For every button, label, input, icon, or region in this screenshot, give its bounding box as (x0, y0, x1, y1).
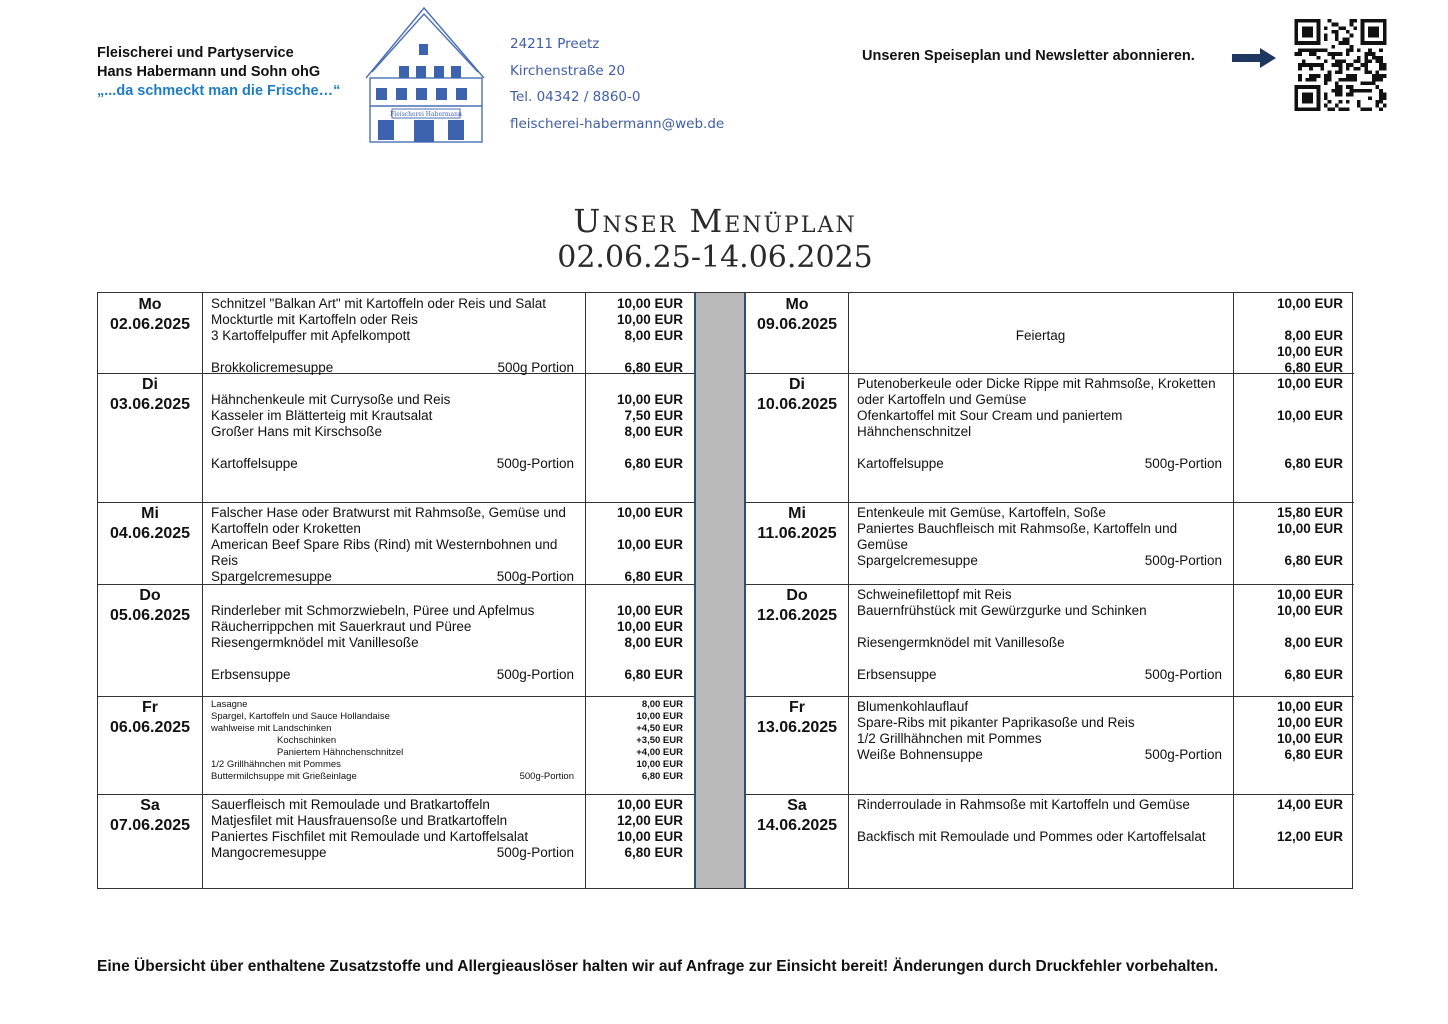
price: 8,00 EUR (1284, 635, 1343, 650)
day-do-12.06.2025 (746, 586, 848, 626)
dish-text: Putenoberkeule oder Dicke Rippe mit Rahmsoße, Kroketten (857, 376, 1216, 391)
day-date: 13.06.2025 (756, 719, 838, 736)
dish-text: Entenkeule mit Gemüse, Kartoffeln, Soße (857, 505, 1106, 520)
price: 10,00 EUR (1276, 296, 1343, 311)
dish-text: Hähnchenkeule mit Currysoße und Reis (211, 392, 451, 407)
price: +3,50 EUR (636, 735, 683, 746)
dish-text: Reis (211, 553, 239, 568)
price: +4,00 EUR (636, 747, 683, 758)
dish-text: Schweinefilettopf mit Reis (857, 587, 1012, 602)
price: 10,00 EUR (1276, 521, 1343, 536)
day-name: Di (789, 376, 805, 393)
dish-text: Ofenkartoffel mit Sour Cream und paniertem (857, 408, 1123, 423)
price: 12,00 EUR (1276, 829, 1343, 844)
dish-text: 3 Kartoffelpuffer mit Apfelkompott (211, 328, 411, 343)
slogan: „...da schmeckt man die Frische…“ (97, 83, 341, 99)
dish-text: Räucherrippchen mit Sauerkraut und Püree (211, 619, 472, 634)
price: 10,00 EUR (616, 603, 683, 618)
company-owner: Hans Habermann und Sohn ohG (97, 64, 321, 80)
day-date: 04.06.2025 (109, 525, 191, 542)
price: 8,00 EUR (624, 328, 683, 343)
dish-text: Rinderleber mit Schmorzwiebeln, Püree und Apfelmus (211, 603, 535, 618)
dish-text: Weiße Bohnensuppe (857, 747, 983, 762)
portion-size: 500g-Portion (496, 845, 574, 860)
portion-size: 500g-Portion (496, 667, 574, 682)
dish-text: Kasseler im Blätterteig mit Krautsalat (211, 408, 433, 423)
dish-text: Erbsensuppe (857, 667, 937, 682)
day-mi-11.06.2025 (746, 504, 848, 544)
address-street: Kirchenstraße 20 (510, 62, 626, 79)
dish-text: Blumenkohlauflauf (857, 699, 969, 714)
price: 6,80 EUR (624, 845, 683, 860)
dish-text: Spargelcremesuppe (857, 553, 978, 568)
price: 6,80 EUR (624, 360, 683, 375)
price: +4,50 EUR (636, 723, 683, 734)
day-do-05.06.2025 (98, 586, 202, 626)
day-date: 06.06.2025 (109, 719, 191, 736)
price: 10,00 EUR (1276, 731, 1343, 746)
day-date: 12.06.2025 (756, 607, 838, 624)
price: 10,00 EUR (616, 505, 683, 520)
day-date: 09.06.2025 (756, 316, 838, 333)
price: 8,00 EUR (1284, 328, 1343, 343)
dish-text: Mockturtle mit Kartoffeln oder Reis (211, 312, 418, 327)
dish-text: Gemüse (857, 537, 909, 552)
portion-size: 500g-Portion (1144, 747, 1222, 762)
portion-size: 500g-Portion (1144, 667, 1222, 682)
day-name: Do (139, 587, 161, 604)
dish-text: Riesengermknödel mit Vanillesoße (857, 635, 1065, 650)
price: 10,00 EUR (616, 537, 683, 552)
dish-text: Kartoffelsuppe (211, 456, 298, 471)
dish-text: Erbsensuppe (211, 667, 291, 682)
address-phone: Tel. 04342 / 8860-0 (510, 89, 641, 105)
dish-text: Kochschinken (277, 735, 337, 746)
day-name: Di (142, 376, 158, 393)
house-sign: Fleischerei Habermann (390, 111, 462, 118)
day-mi-04.06.2025 (98, 504, 202, 544)
day-fr-13.06.2025 (746, 698, 848, 738)
dish-text: Backfisch mit Remoulade und Pommes oder Kartoffelsalat (857, 829, 1206, 844)
day-name: Do (786, 587, 808, 604)
day-di-10.06.2025 (746, 375, 848, 415)
day-sa-07.06.2025 (98, 796, 202, 836)
day-date: 11.06.2025 (757, 525, 837, 542)
day-name: Fr (789, 699, 805, 716)
address-block (510, 31, 724, 137)
price: 10,00 EUR (1276, 587, 1343, 602)
dish-text: Paniertes Bauchfleisch mit Rahmsoße, Kartoffeln und (857, 521, 1178, 536)
price: 6,80 EUR (624, 667, 683, 682)
dish-text: Paniertes Fischfilet mit Remoulade und Kartoffelsalat (211, 829, 529, 844)
price: 6,80 EUR (1284, 456, 1343, 471)
menu-table (97, 292, 1353, 889)
dish-text: Großer Hans mit Kirschsoße (211, 424, 383, 439)
dish-text: Hähnchenschnitzel (857, 424, 972, 439)
price: 10,00 EUR (1276, 376, 1343, 391)
price: 10,00 EUR (616, 312, 683, 327)
dish-text: Spare-Ribs mit pikanter Paprikasoße und Reis (857, 715, 1135, 730)
day-date: 10.06.2025 (756, 396, 838, 413)
day-di-03.06.2025 (98, 375, 202, 415)
portion-size: 500g-Portion (496, 569, 574, 584)
day-date: 02.06.2025 (109, 316, 191, 333)
newsletter-text: Unseren Speiseplan und Newsletter abonnieren. (862, 48, 1195, 64)
dish-text: wahlweise mit Landschinken (211, 723, 332, 734)
price: 10,00 EUR (1276, 344, 1343, 359)
dish-text: 1/2 Grillhähnchen mit Pommes (857, 731, 1042, 746)
day-name: Mo (138, 296, 162, 313)
dish-text: 1/2 Grillhähnchen mit Pommes (211, 759, 341, 770)
price: 10,00 EUR (616, 619, 683, 634)
price: 6,80 EUR (1284, 553, 1343, 568)
dish-text: Falscher Hase oder Bratwurst mit Rahmsoße, Gemüse und (211, 505, 566, 520)
menu-title: Unser Menüplan (573, 202, 857, 240)
arrow-right-icon (1232, 48, 1276, 68)
price: 10,00 EUR (1276, 603, 1343, 618)
dish-text: Riesengermknödel mit Vanillesoße (211, 635, 419, 650)
dish-text: Kartoffelsuppe (857, 456, 944, 471)
company-name: Fleischerei und Partyservice (97, 45, 294, 61)
day-name: Fr (142, 699, 158, 716)
day-date: 05.06.2025 (109, 607, 191, 624)
price: 8,00 EUR (624, 635, 683, 650)
day-name: Mi (788, 505, 806, 522)
day-name: Sa (140, 797, 160, 814)
address-email[interactable]: fleischerei-habermann@web.de (510, 115, 725, 132)
menu-date-range: 02.06.25-14.06.2025 (557, 240, 873, 275)
company-block (97, 44, 340, 101)
portion-size: 500g-Portion (1144, 553, 1222, 568)
day-date: 07.06.2025 (109, 817, 191, 834)
day-name: Sa (787, 797, 807, 814)
portion-size: 500g Portion (497, 360, 574, 375)
portion-size: 500g-Portion (496, 456, 574, 471)
price: 10,00 EUR (616, 829, 683, 844)
portion-size: 500g-Portion (1144, 456, 1222, 471)
footer-note: Eine Übersicht über enthaltene Zusatzstoffe und Allergieauslöser halten wir auf Anfrage zur Einsicht bereit! Änderungen durch Druckfehler vorbehalten. (97, 958, 1219, 975)
price: 6,80 EUR (1284, 360, 1343, 375)
day-name: Mi (141, 505, 159, 522)
day-sa-14.06.2025 (746, 796, 848, 836)
price: 10,00 EUR (1276, 715, 1343, 730)
dish-text: Paniertem Hähnchenschnitzel (277, 747, 404, 758)
dish-text: Kartoffeln oder Kroketten (211, 521, 361, 536)
dish-text: Sauerfleisch mit Remoulade und Bratkartoffeln (211, 797, 490, 812)
dish-text: Mangocremesuppe (211, 845, 327, 860)
price: 8,00 EUR (641, 699, 683, 710)
dish-text: Rinderroulade in Rahmsoße mit Kartoffeln und Gemüse (857, 797, 1190, 812)
column-divider (694, 293, 746, 888)
dish-text: Feiertag (1015, 328, 1066, 343)
price: 6,80 EUR (1284, 667, 1343, 682)
day-mo-09.06.2025 (746, 295, 848, 335)
day-fr-06.06.2025 (98, 698, 202, 738)
dish-text: Brokkolicremesuppe (211, 360, 334, 375)
day-name: Mo (785, 296, 809, 313)
price: 6,80 EUR (624, 569, 683, 584)
dish-text: Spargel, Kartoffeln und Sauce Hollandaise (211, 711, 390, 722)
price: 12,00 EUR (616, 813, 683, 828)
price: 15,80 EUR (1276, 505, 1343, 520)
price: 10,00 EUR (1276, 699, 1343, 714)
dish-text: Bauernfrühstück mit Gewürzgurke und Schinken (857, 603, 1147, 618)
dish-text: Matjesfilet mit Hausfrauensoße und Bratkartoffeln (211, 813, 508, 828)
price: 6,80 EUR (1284, 747, 1343, 762)
price: 7,50 EUR (624, 408, 683, 423)
price: 14,00 EUR (1276, 797, 1343, 812)
day-date: 14.06.2025 (756, 817, 838, 834)
address-city: 24211 Preetz (510, 36, 600, 52)
qr-code-icon[interactable] (1293, 19, 1388, 111)
price: 8,00 EUR (624, 424, 683, 439)
house-logo (364, 6, 489, 146)
dish-text: Buttermilchsuppe mit Grießeinlage (211, 771, 357, 782)
price: 6,80 EUR (641, 771, 683, 782)
dish-text: Lasagne (211, 699, 248, 710)
price: 10,00 EUR (616, 296, 683, 311)
price: 10,00 EUR (636, 711, 683, 722)
price: 10,00 EUR (616, 392, 683, 407)
dish-text: Spargelcremesuppe (211, 569, 332, 584)
day-mo-02.06.2025 (98, 295, 202, 335)
day-date: 03.06.2025 (109, 396, 191, 413)
dish-text: American Beef Spare Ribs (Rind) mit Westernbohnen und (211, 537, 558, 552)
price: 10,00 EUR (1276, 408, 1343, 423)
price: 10,00 EUR (616, 797, 683, 812)
portion-size: 500g-Portion (519, 771, 574, 782)
dish-text: Schnitzel "Balkan Art" mit Kartoffeln oder Reis und Salat (211, 296, 547, 311)
dish-text: oder Kartoffeln und Gemüse (857, 392, 1027, 407)
price: 10,00 EUR (636, 759, 683, 770)
price: 6,80 EUR (624, 456, 683, 471)
